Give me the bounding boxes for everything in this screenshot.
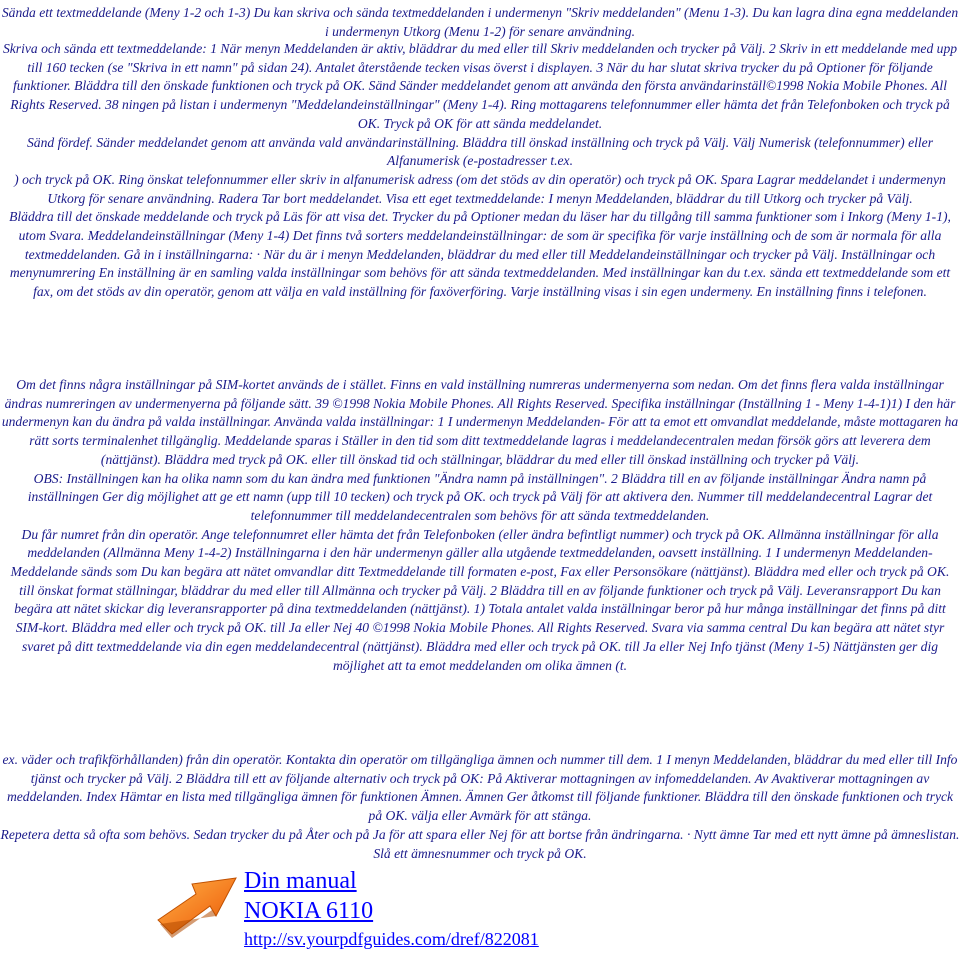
paragraph: till önskat format ställningar, bläddrar du med eller till Allmänna och trycker på Välj. 2 Bläddra till en av följande funktioner och tryck på Välj. Leveransrapport Du kan begära att nätet skickar dig leveransrapporter på dina textmeddelanden (nättjänst). 1) Totala antalet valda inställningar beror på hur många inställningar det finns på ditt SIM-kort. Bläddra med eller och tryck på OK. till Ja eller Nej 40 ©1998 Nokia Mobile Phones. All Rights Reserved. Svara via samma central Du kan begära att nätet styr svaret på ditt textmeddelande via din egen meddelandecentral (nättjänst). Bläddra med eller och tryck på OK. till Ja eller Nej Info tjänst (Meny 1-5) Nättjänsten ger dig möjlighet att ta emot meddelanden om olika ämnen (t.	[14, 582, 946, 673]
model-link[interactable]: NOKIA 6110	[244, 898, 374, 924]
paragraph: OBS: Inställningen kan ha olika namn som du kan ändra med funktionen "Ändra namn på inställningen". 2 Bläddra till en av följande inställningar Ändra namn på inställningen Ger dig möjlighet att ge ett namn (upp till 10 tecken) och tryck på OK. och tryck på Välj för att aktivera den. Nummer till meddelandecentral Lagrar det telefonnummer till meddelandecentralen som behövs för att sända textmeddelanden.	[27, 470, 933, 523]
paragraph: ) och tryck på OK. Ring önskat telefonnummer eller skriv in alfanumerisk adress (om det stöds av din operatör) och tryck på OK. Spara Lagrar meddelandet i undermenyn Utkorg för senare användning. Radera Tar bort meddelandet. Visa ett eget textmeddelande: I menyn Meddelanden, bläddrar du till Utkorg och trycker på Välj.	[14, 171, 946, 206]
paragraph: ex. väder och trafikförhållanden) från din operatör. Kontakta din operatör om tillgängliga ämnen och nummer till dem. 1 I menyn Meddelanden, bläddrar du med eller till Info tjänst och trycker på Välj. 2 Bläddra till ett av följande alternativ och tryck på OK: På Aktiverar mottagningen av infomeddelanden. Av Avaktiverar mottagningen av meddelanden. Index Hämtar en lista med tillgängliga ämnen för funktionen Ämnen. Ämnen Ger åtkomst till följande funktioner. Bläddra till den önskade funktionen och tryck på OK. välja eller Avmärk för att stänga.	[2, 752, 958, 824]
paragraph: Om det finns några inställningar på SIM-kortet används de i stället. Finns en vald inställning numreras undermenyerna som nedan. Om det finns flera valda inställningar ändras numreringen av undermenyerna på följande sätt. 39 ©1998 Nokia Mobile Phones. All Rights Reserved. Specifika inställningar (Inställning 1 - Meny 1-4-1)1) I den här undermenyn kan du ändra på valda inställningar. Använda valda inställningar: 1 I undermenyn Meddelanden- För att ta emot ett omvandlat meddelande, måste mottagaren ha rätt sorts terminalenhet tillgänglig. Meddelande sparas i Ställer in den tid som ditt textmeddelande lagras i meddelandecentralen medan försök görs att leverera dem (nättjänst). Bläddra med tryck på OK. eller till önskad tid och ställningar, bläddrar du med eller till önskad inställning och trycker på Välj.	[1, 377, 959, 467]
manual-link[interactable]: Din manual	[244, 868, 357, 894]
paragraph: Du får numret från din operatör. Ange telefonnumret eller hämta det från Telefonboken (eller ändra befintligt nummer) och tryck på OK. Allmänna inställningar för alla meddelanden (Allmänna Meny 1-4-2) Inställningarna i den här undermenyn gäller alla utgående textmeddelanden, oavsett inställning. 1 I undermenyn Meddelanden- Meddelande sänds som Du kan begära att nätet omvandlar ditt Textmeddelande till formaten e-post, Fax eller Personsökare (nättjänst). Bläddra med eller och tryck på OK.	[10, 526, 950, 580]
info-service-block	[0, 751, 960, 863]
paragraph: Sända ett textmeddelande (Meny 1-2 och 1-3) Du kan skriva och sända textmeddelanden i undermenyn "Skriv meddelanden" (Menu 1-3). Du kan lagra dina egna meddelanden i undermenyn Utkorg (Menu 1-2) för senare användning.	[1, 5, 959, 39]
paragraph: Skriva och sända ett textmeddelande: 1 När menyn Meddelanden är aktiv, bläddrar du med eller till Skriv meddelanden och trycker på Välj. 2 Skriv in ett meddelande med upp till 160 tecken (se "Skriva in ett namn" på sidan 24). Antalet återstående tecken visas överst i displayen. 3 När du har slutat skriva trycker du på Optioner för följande funktioner. Bläddra till den önskade funktionen och tryck på OK. Sänd Sänder meddelandet genom att använda den första användarinställ©1998 Nokia Mobile Phones. All Rights Reserved. 38 ningen på listan i undermenyn "Meddelandeinställningar" (Meny 1-4). Ring mottagarens telefonnummer eller hämta det från Telefonboken och tryck på OK. Tryck på OK för att sända meddelandet.	[2, 41, 958, 131]
settings-block	[0, 376, 960, 675]
intro-block	[0, 4, 960, 41]
send-message-block	[0, 40, 960, 302]
paragraph: Bläddra till det önskade meddelande och tryck på Läs för att visa det. Trycker du på Optioner medan du läser har du tillgång till samma funktioner som i Inkorg (Meny 1-1), utom Svara. Meddelandeinställningar (Meny 1-4) Det finns två sorters meddelandeinställningar: de som är specifika för varje inställning och de som är normala för alla textmeddelanden. Gå in i inställningarna: · När du är i menyn Meddelanden, bläddrar du med eller till Meddelandeinställningar och trycker på Välj. Inställningar och menynumrering En inställning är en samling valda inställningar som behövs för att sända textmeddelanden. Med inställningar kan du t.ex. sända ett textmeddelande som ett fax, om det stöds av din operatör, genom att välja en vald inställning för faxöverföring. Varje inställning visas i sin egen undermeny. En inställning finns i telefonen.	[9, 209, 951, 300]
paragraph: Sänd fördef. Sänder meddelandet genom att använda vald användarinställning. Bläddra till önskad inställning och tryck på Välj. Välj Numerisk (telefonnummer) eller Alfanumerisk (e-postadresser t.ex.	[26, 134, 933, 169]
footer-links	[244, 866, 539, 952]
orange-arrow-icon	[152, 864, 244, 948]
paragraph: Repetera detta så ofta som behövs. Sedan trycker du på Åter och på Ja för att spara eller Nej för att bortse från ändringarna. · Nytt ämne Tar med ett nytt ämne på ämneslistan. Slå ett ämnesnummer och tryck på OK.	[0, 826, 960, 861]
url-link[interactable]: http://sv.yourpdfguides.com/dref/822081	[244, 929, 539, 949]
